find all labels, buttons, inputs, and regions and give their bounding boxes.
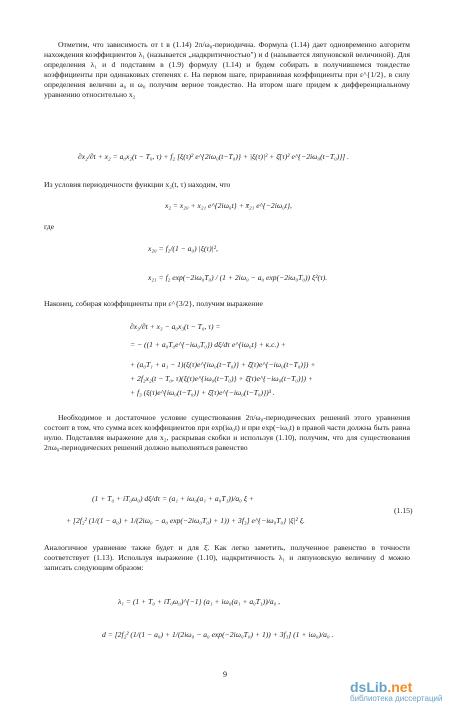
equation-x2-differential: ∂x₂/∂t + x₂ = a₀x₂(t − T₀, τ) + f₂ [ξ(τ)² e^{2iω₀(t−T₀)} + |ξ(τ)|² + ξ̄(τ)² e^{−2iω₀(t−T₀)}] . xyxy=(78,152,350,161)
equation-x3-line4: + 2f₂x₂(t − T₀, τ)(ξ(τ)e^{iω₀(t−T₀)} + ξ̄(τ)e^{−iω₀(t−T₀)}) + xyxy=(130,374,314,383)
logo-wordmark-main: dsLib xyxy=(350,679,388,695)
equation-x21: x₂₁ = f₂ exp(−2iω₀T₀) / (1 + 2iω₀ − a₀ exp(−2iω₀T₀)) ξ²(τ). xyxy=(148,273,328,282)
equation-amplitude-line2: + [2f₂² (1/(1 − a₀) + 1/(2iω₀ − a₀ exp(−2iω₀T₀) + 1)) + 3f₃] e^{−iω₀T₀} |ξ|² ξ. xyxy=(66,516,305,525)
page-number: 9 xyxy=(223,670,227,679)
equation-number: (1.15) xyxy=(394,506,413,515)
equation-lambda1: λ₁ = (1 + T₀ + iT₀ω₀)^{−1} (a₁ + iω₀(a₁ + a₀T₁))/a₀ , xyxy=(118,597,281,606)
paragraph-condition: Необходимое и достаточное условие существования 2π/ω₀-периодических решений этого уравнения состоит в том, что сумма всех коэффициентов при exp(iω₀t) и при exp(−iω₀t) в правой части должна быть равна нулю. Подставляя выражение для x₂, раскрывая скобки и используя (1.10), получим, что для существования 2πω₀-периодических решений должно выполняться равенство xyxy=(44,413,410,453)
equation-lyapunov-d: d = [2f₂² (1/(1 − a₀) + 1/(2iω₀ − a₀ exp(−2iω₀T₀) + 1)) + 3f₃] (1 + iω₀)/a₀ . xyxy=(102,630,334,639)
dslib-logo[interactable] xyxy=(350,679,446,703)
logo-wordmark xyxy=(350,679,412,695)
paragraph-collecting: Наконец, собирая коэффициенты при ε^{3/2}, получим выражение xyxy=(44,299,263,308)
logo-subtitle: библиотека диссертаций xyxy=(350,694,443,703)
equation-amplitude-line1: (1 + T₀ + iT₀ω₀) dξ/dτ = (a₁ + iω₀(a₁ + a₀T₁))/a₀ ξ + xyxy=(92,494,254,503)
equation-x3-line5: + f₃ (ξ(τ)e^{iω₀(t−T₀)} + ξ̄(τ)e^{−iω₀(t−T₀)})³ . xyxy=(130,388,275,397)
equation-x3-line1: ∂x₃/∂t + x₃ − a₀x₃(t − T₀, τ) = xyxy=(130,322,221,331)
equation-x2-expansion: x₂ = x₂₀ + x₂₁ e^{2iω₀t} + x̄₂₁ e^{−2iω₀t}, xyxy=(165,201,292,210)
paragraph-periodicity: Из условия периодичности функции x₂(t, τ) находим, что xyxy=(44,180,231,189)
logo-wordmark-domain: .net xyxy=(387,679,413,695)
paragraph-where: где xyxy=(44,222,55,231)
paragraph-intro: Отметим, что зависимость от t в (1.14) 2π/ω₀-периодична. Формула (1.14) дает одновременно алгоритм нахождения коэффициентов λ₁ (называется „надкритичностью") и d (называется ляпуновской величиной). Для определения λ₁ и d подставим в (1.9) формулу (1.14) и будем собирать в получившемся тождестве коэффициенты при одинаковых степенях ε. На первом шаге, приравнивая коэффициенты при ε^{1/2}, в силу определения величин a₀ и ω₀ получим верное тождество. На втором шаге придем к дифференциальному уравнению относительно x₂ xyxy=(44,40,410,100)
equation-x3-line2: = − ((1 + a₀T₀e^{−iω₀T₀}) dξ/dτ e^{iω₀t} + к.с.) + xyxy=(130,340,286,349)
equation-x3-line3: + (a₀T₁ + a₁ − 1)(ξ(τ)e^{iω₀(t−T₀)} + ξ̄(τ)e^{−iω₀(t−T₀)}) + xyxy=(130,360,316,369)
paragraph-analogous: Аналогичное уравнение также будет и для ξ̄. Как легко заметить, полученное равенство в точности соответствует (1.13). Используя выражение (1.10), надкритичность λ₁ и ляпуновскую величину d можно записать следующим образом: xyxy=(44,543,410,573)
equation-x20: x₂₀ = f₂/(1 − a₀) |ξ(τ)|², xyxy=(148,244,218,253)
